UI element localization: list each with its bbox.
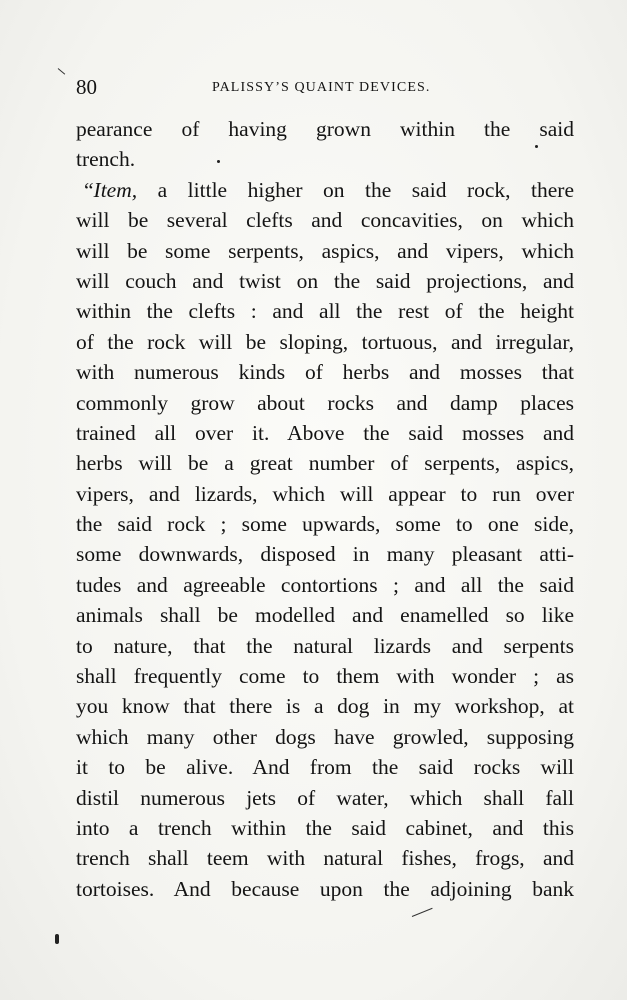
text-line: which many other dogs have growled, supposing xyxy=(76,724,574,749)
page-number: 80 xyxy=(76,75,97,99)
scan-mark xyxy=(58,68,66,75)
text-line: with numerous kinds of herbs and mosses that xyxy=(76,360,574,385)
scan-speck xyxy=(535,145,538,148)
text-line: herbs will be a great number of serpents, aspics, xyxy=(76,451,574,476)
text-line: will be some serpents, aspics, and vipers, which xyxy=(76,238,574,263)
text-line: shall frequently come to them with wonder ; as xyxy=(76,664,574,689)
page-header xyxy=(76,73,574,101)
text-line: some downwards, disposed in many pleasant atti- xyxy=(76,542,574,567)
body-text xyxy=(76,114,574,904)
running-head: PALISSY’S QUAINT DEVICES. xyxy=(212,80,431,95)
text-line: trench. xyxy=(76,147,136,172)
text-line: within the clefts : and all the rest of the height xyxy=(76,299,574,324)
text-line: the said rock ; some upwards, some to one side, xyxy=(76,512,574,537)
text-line: animals shall be modelled and enamelled so like xyxy=(76,603,574,628)
text-line: trench shall teem with natural fishes, frogs, and xyxy=(76,846,574,871)
text-line: it to be alive. And from the said rocks will xyxy=(76,755,574,780)
item-emphasis: Item, xyxy=(93,177,138,202)
text-line: will couch and twist on the said projections, and xyxy=(76,268,574,293)
text-line: of the rock will be sloping, tortuous, and irregular, xyxy=(76,329,574,354)
scan-mark xyxy=(412,908,433,917)
scan-speck xyxy=(217,160,220,163)
text-line-rest: a little higher on the said rock, there xyxy=(137,177,574,202)
text-line: into a trench within the said cabinet, and this xyxy=(76,815,574,840)
text-line: commonly grow about rocks and damp places xyxy=(76,390,574,415)
scan-speck xyxy=(55,934,59,944)
text-line: will be several clefts and concavities, on which xyxy=(76,208,574,233)
open-quote: “ xyxy=(84,177,94,202)
text-line xyxy=(76,175,574,205)
text-line: you know that there is a dog in my workshop, at xyxy=(76,694,574,719)
text-line: tortoises. And because upon the adjoining bank xyxy=(76,876,574,901)
text-line: pearance of having grown within the said xyxy=(76,117,574,141)
text-line: trained all over it. Above the said mosses and xyxy=(76,420,574,445)
text-line: tudes and agreeable contortions ; and all the said xyxy=(76,572,574,597)
text-line: to nature, that the natural lizards and serpents xyxy=(76,633,574,658)
text-line: vipers, and lizards, which will appear to run over xyxy=(76,481,574,506)
text-line: distil numerous jets of water, which shall fall xyxy=(76,785,574,810)
